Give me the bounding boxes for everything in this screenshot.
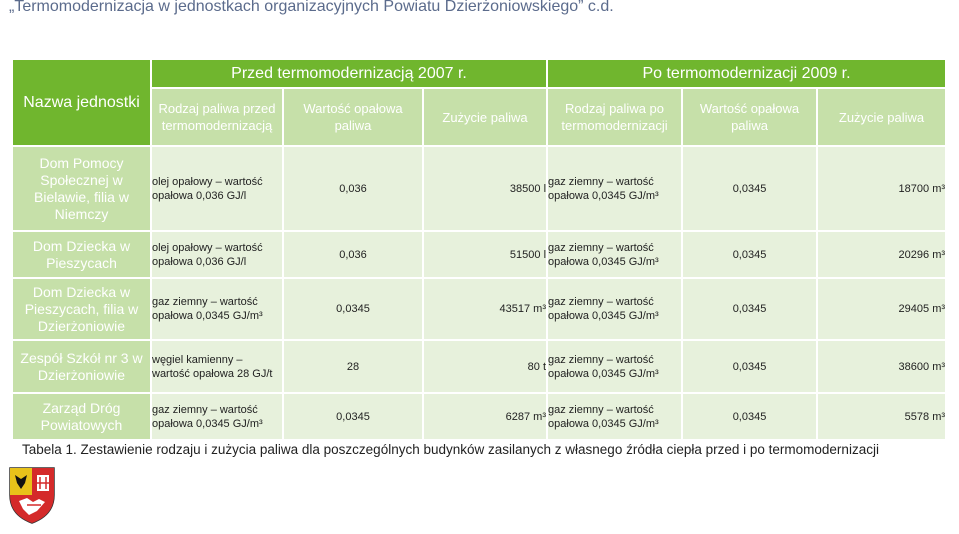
value-before-header: Wartość opałowa paliwa: [284, 89, 422, 145]
unit-name: Zarząd Dróg Powiatowych: [13, 394, 150, 439]
value-after: 0,0345: [683, 232, 816, 277]
value-after: 0,0345: [683, 394, 816, 439]
use-after-header: Zużycie paliwa: [818, 89, 945, 145]
unit-name: Dom Pomocy Społecznej w Bielawie, filia w Niemczy: [13, 147, 150, 230]
before-group-header: Przed termomodernizacją 2007 r.: [152, 60, 546, 87]
fuel-after: gaz ziemny – wartość opałowa 0,0345 GJ/m³: [548, 147, 681, 230]
value-after: 0,0345: [683, 147, 816, 230]
fuel-after: gaz ziemny – wartość opałowa 0,0345 GJ/m³: [548, 341, 681, 392]
use-before: 6287 m³: [424, 394, 546, 439]
value-before: 28: [284, 341, 422, 392]
unit-name: Zespół Szkół nr 3 w Dzierżoniowie: [13, 341, 150, 392]
fuel-before-header: Rodzaj paliwa przed termomodernizacją: [152, 89, 282, 145]
fuel-after: gaz ziemny – wartość opałowa 0,0345 GJ/m³: [548, 279, 681, 339]
table-row: [13, 341, 945, 392]
use-before: 38500 l: [424, 147, 546, 230]
fuel-after: gaz ziemny – wartość opałowa 0,0345 GJ/m³: [548, 232, 681, 277]
value-after: 0,0345: [683, 279, 816, 339]
use-after: 18700 m³: [818, 147, 945, 230]
after-group-header: Po termomodernizacji 2009 r.: [548, 60, 945, 87]
value-before: 0,0345: [284, 279, 422, 339]
value-after-header: Wartość opałowa paliwa: [683, 89, 816, 145]
table-row: [13, 279, 945, 339]
use-before: 80 t: [424, 341, 546, 392]
use-before: 51500 l: [424, 232, 546, 277]
fuel-before: gaz ziemny – wartość opałowa 0,0345 GJ/m³: [152, 279, 282, 339]
table-row: [13, 232, 945, 277]
county-coat-of-arms-icon: [7, 465, 57, 525]
table-row: [13, 394, 945, 439]
fuel-comparison-table: [11, 58, 947, 441]
value-after: 0,0345: [683, 341, 816, 392]
page-title: „Termomodernizacja w jednostkach organizacyjnych Powiatu Dzierżoniowskiego” c.d.: [9, 0, 614, 15]
unit-name-header: Nazwa jednostki: [13, 60, 150, 145]
value-before: 0,036: [284, 147, 422, 230]
value-before: 0,0345: [284, 394, 422, 439]
unit-name: Dom Dziecka w Pieszycach: [13, 232, 150, 277]
fuel-before: gaz ziemny – wartość opałowa 0,0345 GJ/m³: [152, 394, 282, 439]
fuel-before: olej opałowy – wartość opałowa 0,036 GJ/l: [152, 147, 282, 230]
use-before-header: Zużycie paliwa: [424, 89, 546, 145]
unit-name: Dom Dziecka w Pieszycach, filia w Dzierżoniowie: [13, 279, 150, 339]
use-after: 29405 m³: [818, 279, 945, 339]
value-before: 0,036: [284, 232, 422, 277]
fuel-before: olej opałowy – wartość opałowa 0,036 GJ/l: [152, 232, 282, 277]
table-row: [13, 147, 945, 230]
use-after: 38600 m³: [818, 341, 945, 392]
table-caption: Tabela 1. Zestawienie rodzaju i zużycia paliwa dla poszczególnych budynków zasilanych z własnego źródła ciepła przed i po termomodernizacji: [22, 442, 879, 457]
use-after: 20296 m³: [818, 232, 945, 277]
fuel-after: gaz ziemny – wartość opałowa 0,0345 GJ/m³: [548, 394, 681, 439]
fuel-after-header: Rodzaj paliwa po termomodernizacji: [548, 89, 681, 145]
use-before: 43517 m³: [424, 279, 546, 339]
use-after: 5578 m³: [818, 394, 945, 439]
fuel-before: węgiel kamienny – wartość opałowa 28 GJ/t: [152, 341, 282, 392]
